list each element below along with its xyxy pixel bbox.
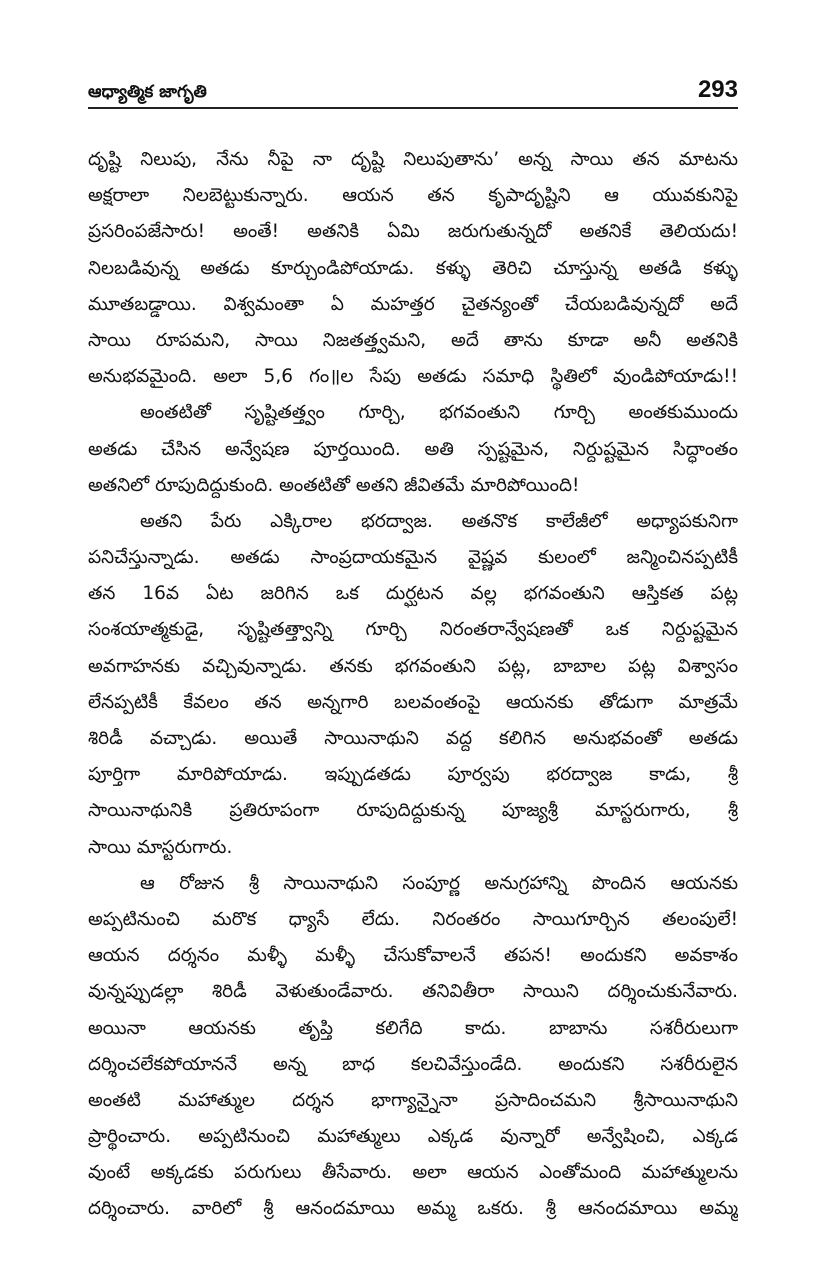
text-line: నిలబడివున్న అతడు కూర్చుండిపోయాడు. కళ్ళు తెరిచి చూస్తున్న అతడి కళ్ళు: [88, 257, 738, 279]
text-line: దృష్టి నిలుపు, నేను నీపై నా దృష్టి నిలుపుతాను’ అన్న సాయి తన మాటను: [88, 149, 738, 170]
text-line: సాయినాథునికి ప్రతిరూపంగా రూపుదిద్దుకున్న పూజ్యశ్రీ మాస్టరుగారు, శ్రీ: [88, 800, 738, 822]
text-line: అయినా ఆయనకు తృప్తి కలిగేది కాదు. బాబాను సశరీరులుగా: [88, 1017, 738, 1039]
text-line: శిరిడీ వచ్చాడు. అయితే సాయినాథుని వద్ద కలిగిన అనుభవంతో అతడు: [88, 728, 738, 749]
text-line: అతనిలో రూపుదిద్దుకుంది. అంతటితో అతని జీవితమే మారిపోయింది!: [88, 474, 580, 496]
text-line: అప్పటినుంచి మరొక ధ్యాసే లేదు. నిరంతరం సాయిగూర్చిన తలంపులే!: [88, 908, 738, 930]
text-line: అంతటితో సృష్టితత్త్వం గూర్చి, భగవంతుని గూర్చి అంతకుముందు: [140, 402, 738, 424]
running-title: ఆధ్యాత్మిక జాగృతి: [88, 82, 207, 102]
text-line: లేనప్పటికీ కేవలం తన అన్నగారి బలవంతంపై ఆయనకు తోడుగా మాత్రమే: [88, 691, 738, 713]
text-line: పనిచేస్తున్నాడు. అతడు సాంప్రదాయకమైన వైష్ణవ కులంలో జన్మించినప్పటికీ: [88, 547, 738, 569]
text-line: పూర్తిగా మారిపోయాడు. ఇప్పుడతడు పూర్వపు భరద్వాజ కాడు, శ్రీ: [88, 764, 738, 786]
text-line: వుంటే అక్కడకు పరుగులు తీసేవారు. అలా ఆయన ఎంతోమంది మహాత్ములను: [88, 1162, 738, 1184]
text-line: వున్నప్పుడల్లా శిరిడీ వెళుతుండేవారు. తనివితీరా సాయిని దర్శించుకునేవారు.: [88, 981, 738, 1003]
text-line: తన 16వ ఏట జరిగిన ఒక దుర్ఘటన వల్ల భగవంతుని ఆస్తికత పట్ల: [88, 583, 738, 605]
text-line: ప్రార్థించారు. అప్పటినుంచి మహాత్ములు ఎక్కడ వున్నారో అన్వేషించి, ఎక్కడ: [88, 1126, 738, 1148]
body-text: [88, 142, 738, 1228]
text-line: దర్శించలేకపోయాననే అన్న బాధ కలచివేస్తుండేది. అందుకని సశరీరులైన: [88, 1053, 738, 1075]
text-line: అనుభవమైంది. అలా 5,6 గం॥ల సేపు అతడు సమాధి స్థితిలో వుండిపోయాడు!!: [88, 366, 738, 388]
text-line: సంశయాత్మకుడై, సృష్టితత్త్వాన్ని గూర్చి నిరంతరాన్వేషణతో ఒక నిర్దుష్టమైన: [88, 619, 738, 641]
text-line: అతడు చేసిన అన్వేషణ పూర్తయింది. అతి స్పష్టమైన, నిర్దుష్టమైన సిద్ధాంతం: [88, 438, 738, 460]
header-divider: [88, 107, 738, 109]
page-header: [88, 76, 738, 108]
text-line: ఆ రోజున శ్రీ సాయినాథుని సంపూర్ణ అనుగ్రహాన్ని పొందిన ఆయనకు: [140, 872, 738, 894]
text-line: సాయి రూపమని, సాయి నిజతత్త్వమని, అదే తాను కూడా అనీ అతనికి: [88, 329, 738, 351]
text-line: దర్శించారు. వారిలో శ్రీ ఆనందమాయి అమ్మ ఒకరు. శ్రీ ఆనందమాయి అమ్మ: [88, 1198, 738, 1220]
text-line: అతని పేరు ఎక్కిరాల భరద్వాజ. అతనొక కాలేజీలో అధ్యాపకునిగా: [140, 510, 738, 532]
text-line: అక్షరాలా నిలబెట్టుకున్నారు. ఆయన తన కృపాదృష్టిని ఆ యువకునిపై: [88, 185, 738, 207]
text-line: అంతటి మహాత్ముల దర్శన భాగ్యాన్నైనా ప్రసాదించమని శ్రీసాయినాథుని: [88, 1089, 738, 1111]
text-line: మూతబడ్డాయి. విశ్వమంతా ఏ మహత్తర చైతన్యంతో చేయబడివున్నదో అదే: [88, 293, 738, 315]
text-line: అవగాహనకు వచ్చివున్నాడు. తనకు భగవంతుని పట్ల, బాబాల పట్ల విశ్వాసం: [88, 655, 738, 677]
text-line: ప్రసరింపజేసారు! అంతే! అతనికి ఏమి జరుగుతున్నదో అతనికే తెలియదు!: [88, 221, 738, 243]
page-number: 293: [697, 76, 738, 103]
text-line: ఆయన దర్శనం మళ్ళీ మళ్ళీ చేసుకోవాలనే తపన! అందుకని అవకాశం: [88, 945, 738, 967]
text-line: సాయి మాస్టరుగారు.: [88, 836, 233, 858]
